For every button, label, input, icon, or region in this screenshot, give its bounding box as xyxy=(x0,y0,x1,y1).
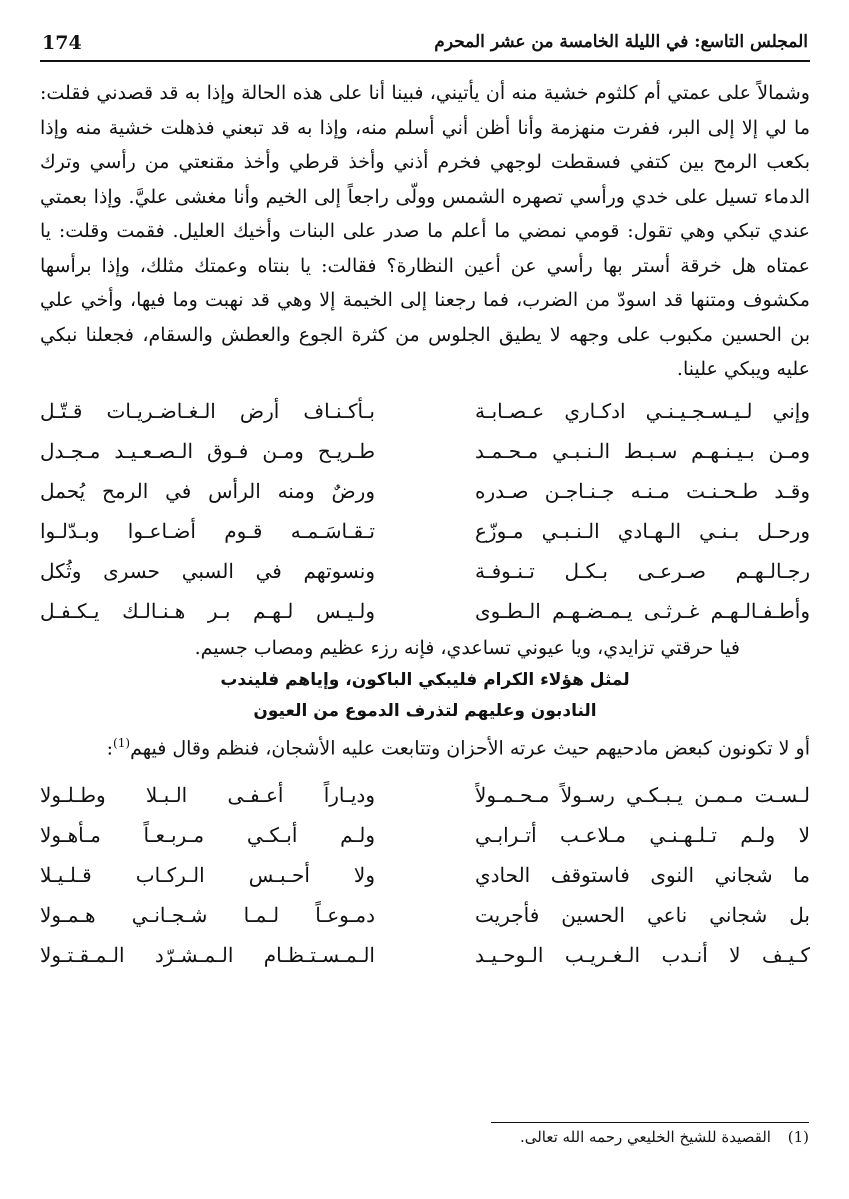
verse-line xyxy=(40,895,810,935)
verse-line xyxy=(40,391,810,431)
verse-line xyxy=(40,471,810,511)
page-header xyxy=(40,30,810,62)
verse-second-hemistich: تـقـاسَـمـه قـوم أضـاعـوا وبـدّلـوا xyxy=(40,518,375,543)
intro-text: أو لا تكونون كبعض مادحيهم حيث عرته الأحزان وتتابعت عليه الأشجان، فنظم وقال فيهم xyxy=(130,736,810,759)
verse-second-hemistich: الـمـسـتـظـام الـمـشـرّد الـمـقـتـولا xyxy=(40,942,375,967)
verse-line xyxy=(40,431,810,471)
lament-line: فيا حرقتي تزايدي، ويا عيوني تساعدي، فإنه رزء عظيم ومصاب جسيم. xyxy=(194,636,740,659)
verse-second-hemistich: ونسوتهم في السبي حسرى وثُكل xyxy=(40,558,375,583)
verse-first-hemistich: بل شجاني ناعي الحسين فأجريت xyxy=(475,902,810,927)
verse-first-hemistich: ما شجاني النوى فاستوقف الحادي xyxy=(475,862,810,887)
footnote-separator xyxy=(491,1122,809,1123)
intro-paragraph xyxy=(40,727,810,765)
verse-second-hemistich: بـأكـنـاف أرض الـغـاضـريـات قـتّـل xyxy=(40,398,375,423)
body-text xyxy=(40,76,810,975)
footnote-text: القصيدة للشيخ الخليعي رحمه الله تعالى. xyxy=(519,1128,771,1146)
verse-line xyxy=(40,815,810,855)
centered-line: النادبون وعليهم لتذرف الدموع من العيون xyxy=(253,700,597,721)
verse-line xyxy=(40,775,810,815)
verse-second-hemistich: ولا أحـبـس الـركـاب قـلـيـلا xyxy=(40,862,375,887)
verse-line xyxy=(40,855,810,895)
poem-2 xyxy=(40,775,810,975)
page-number: 174 xyxy=(42,32,82,54)
verse-first-hemistich: كـيـف لا أنـدب الـغـريـب الـوحـيـد xyxy=(475,942,810,967)
verse-line xyxy=(40,511,810,551)
verse-second-hemistich: وديـاراً أعـفـى الـبـلا وطـلـولا xyxy=(40,782,375,807)
verse-line xyxy=(40,591,810,631)
verse-first-hemistich: ورحـل بـنـي الـهـادي الـنـبـي مـوزّع xyxy=(475,518,810,543)
intro-tail: : xyxy=(106,736,114,759)
verse-line xyxy=(40,935,810,975)
verse-first-hemistich: وإني لـيـسـجـيـنـي ادكـاري عـصـابـة xyxy=(475,398,810,423)
footnote-number: (1) xyxy=(787,1128,809,1146)
poem-1 xyxy=(40,391,810,631)
verse-first-hemistich: ومـن بـيـنـهـم سـبـط الـنـبـي مـحـمـد xyxy=(475,438,810,463)
footnote-reference: (1) xyxy=(113,735,131,750)
verse-second-hemistich: ورضٌ ومنه الرأس في الرمح يُحمل xyxy=(40,478,375,503)
verse-first-hemistich: لـسـت مـمـن يـبـكـي رسـولاً مـحـمـولاً xyxy=(475,782,810,807)
verse-first-hemistich: وقـد طـحـنـت مـنـه جـنـاجـن صـدره xyxy=(475,478,810,503)
verse-first-hemistich: لا ولـم تـلـهـنـي مـلاعـب أتـرابـي xyxy=(475,822,810,847)
verse-line xyxy=(40,551,810,591)
centered-line: لمثل هؤلاء الكرام فليبكي الباكون، وإياهم فليندب xyxy=(220,669,630,690)
verse-second-hemistich: ولـم أبـكـي مـربـعـاً مـأهـولا xyxy=(40,822,375,847)
footnote xyxy=(389,1128,809,1146)
verse-second-hemistich: طـريـح ومـن فـوق الـصـعـيـد مـجـدل xyxy=(40,438,375,463)
verse-second-hemistich: ولـيـس لـهـم بـر هـنـالـك يـكـفـل xyxy=(40,598,375,623)
verse-first-hemistich: رجـالـهـم صـرعـى بـكـل تـنـوفـة xyxy=(475,558,810,583)
running-title: المجلس التاسع: في الليلة الخامسة من عشر المحرم xyxy=(434,32,808,52)
verse-first-hemistich: وأطـفـالـهـم غـرثـى يـمـضـهـم الـطـوى xyxy=(475,598,810,623)
verse-second-hemistich: دمـوعـاً لـمـا شـجـانـي هـمـولا xyxy=(40,902,375,927)
narrative-paragraph: وشمالاً على عمتي أم كلثوم خشية منه أن يأتيني، فبينا أنا على هذه الحالة وإذا به قد قصدني فقلت: ما لي إلا إلى البر، ففرت منهزمة وأنا أظن أني أسلم منه، وإذا به قد تبعني فذهلت خشية منه وإذا بكعب الرمح بين كتفي فسقطت لوجهي فخرم أذني وأخذ قرطي وأخذ مقنعتي من رأسي وترك الدماء تسيل على خدي ورأسي تصهره الشمس وولّى راجعاً إلى الخيم وأنا مغشى عليَّ. وإذا بعمتي عندي تبكي وهي تقول: قومي نمضي ما أعلم ما صدر على البنات وأخيك العليل. فقمت وقلت: يا عمتاه هل خرقة أستر بها رأسي عن أعين النظارة؟ فقالت: يا بنتاه وعمتك مثلك، وإذا برأسها مكشوف ومتنها قد اسودّ من الضرب، فما رجعنا إلى الخيمة إلا وهي قد نهبت وما فيها، وأخي علي بن الحسين مكبوب على وجهه لا يطيق الجلوس من كثرة الجوع والعطش والسقام، فجعلنا نبكي عليه ويبكي علينا. xyxy=(40,82,810,380)
